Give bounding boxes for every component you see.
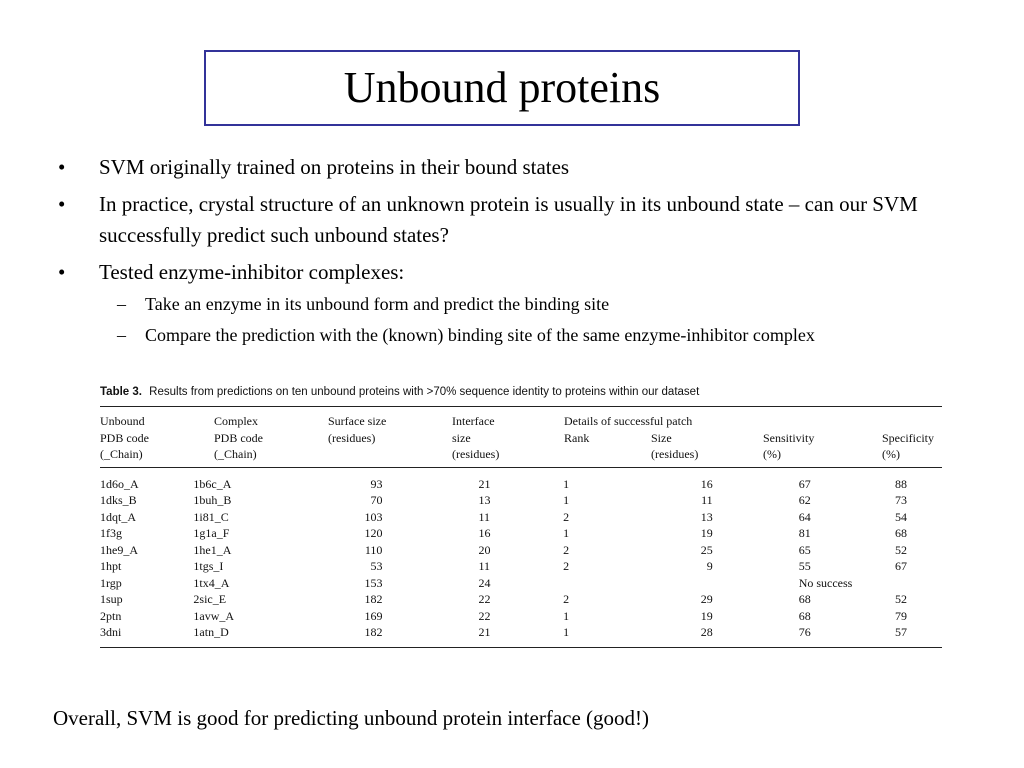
table-cell: 67	[895, 559, 908, 573]
table-header-row	[100, 413, 942, 430]
bullet-text: SVM originally trained on proteins in their bound states	[99, 155, 570, 179]
table-cell: 2	[563, 559, 570, 573]
header-cell: (_Chain)	[214, 447, 257, 461]
results-table	[100, 476, 942, 641]
table-cell: 57	[895, 625, 908, 639]
table-cell: 21	[478, 625, 491, 639]
table-cell: 11	[701, 493, 713, 507]
bullet-marker: •	[58, 260, 66, 284]
table-cell: 93	[370, 476, 383, 491]
table-cell: 25	[700, 542, 713, 557]
table-cell: 2	[563, 509, 570, 524]
table-cell: 68	[895, 526, 908, 540]
table-cell: 1	[563, 476, 570, 491]
results-table-header	[100, 413, 942, 463]
table-cell: 28	[700, 625, 713, 639]
table-cell: 182	[364, 592, 383, 606]
table-cell: 2ptn	[100, 608, 122, 623]
conclusion-text: Overall, SVM is good for predicting unbound protein interface (good!)	[53, 706, 650, 730]
header-cell: PDB code	[100, 430, 149, 445]
sub-bullet-list	[103, 290, 978, 349]
table-cell: 1	[563, 625, 570, 639]
table-cell: 2sic_E	[193, 592, 227, 606]
sub-bullet-text: Compare the prediction with the (known) binding site of the same enzyme-inhibitor complex	[145, 325, 815, 345]
table-cell	[895, 575, 942, 592]
table-cell: 19	[700, 526, 713, 540]
header-cell: (residues)	[328, 430, 376, 445]
table-cell: 1dks_B	[100, 493, 137, 507]
table-cell: 68	[798, 608, 811, 623]
title-box	[204, 50, 800, 126]
header-cell: PDB code	[214, 430, 263, 445]
table-cell: 153	[364, 575, 383, 590]
table-cell: 22	[478, 592, 491, 606]
header-cell: Rank	[564, 430, 590, 445]
table-cell: 1he9_A	[100, 542, 138, 557]
table-cell: 1hpt	[100, 559, 122, 573]
table-cell: 2	[563, 592, 570, 606]
header-cell: (_Chain)	[100, 447, 143, 461]
table-cell: 1	[563, 493, 570, 507]
table-cell: 52	[895, 542, 908, 557]
table-cell: 24	[478, 575, 491, 590]
table-cell: 1tx4_A	[193, 575, 230, 590]
table-cell: 110	[364, 542, 383, 557]
header-cell	[564, 446, 651, 463]
sub-bullet-marker: –	[117, 325, 126, 345]
table-row	[100, 492, 942, 509]
bullet-list	[58, 152, 978, 355]
table-cell: 16	[700, 476, 713, 491]
results-table-figure	[100, 386, 942, 648]
table-cell: 1sup	[100, 592, 123, 606]
table-row	[100, 624, 942, 641]
sub-bullet-marker: –	[117, 294, 126, 314]
table-cell: 52	[895, 592, 908, 606]
header-cell: Surface size	[328, 414, 387, 428]
table-cell: 19	[700, 608, 713, 623]
table-cell: 1d6o_A	[100, 476, 139, 491]
table-cell: 79	[895, 608, 908, 623]
table-cell: 182	[364, 625, 383, 639]
table-bottom-rule	[100, 647, 942, 648]
table-cell: 55	[798, 559, 811, 573]
table-cell: 1tgs_I	[193, 559, 224, 573]
table-cell: 1f3g	[100, 526, 122, 540]
table-cell: 1b6c_A	[193, 476, 232, 491]
table-cell: 1buh_B	[193, 493, 232, 507]
table-cell: 1i81_C	[193, 509, 229, 524]
bullet-item	[58, 189, 978, 251]
table-cell: 120	[364, 526, 383, 540]
table-cell: 1dqt_A	[100, 509, 136, 524]
header-cell: (%)	[882, 447, 900, 461]
table-cell: 88	[895, 476, 908, 491]
header-cell: Size	[651, 430, 672, 445]
table-cell: 54	[895, 509, 908, 524]
header-cell: (residues)	[651, 447, 699, 461]
table-cell: 64	[798, 509, 811, 524]
bullet-text: In practice, crystal structure of an unknown protein is usually in its unbound state – can our SVM successfully predict such unbound states?	[99, 192, 918, 247]
slide-title: Unbound proteins	[343, 63, 661, 112]
table-cell: 1g1a_F	[193, 526, 230, 540]
table-cell: 2	[563, 542, 570, 557]
sub-bullet-text: Take an enzyme in its unbound form and predict the binding site	[145, 294, 610, 314]
table-cell: 20	[478, 542, 491, 557]
table-cell: 53	[370, 559, 383, 573]
table-cell: 9	[706, 559, 713, 573]
header-cell: Interface	[452, 414, 495, 428]
table-cell: 1	[563, 526, 570, 540]
header-cell: (%)	[763, 447, 781, 461]
table-row	[100, 608, 942, 625]
table-row	[100, 558, 942, 575]
table-cell: 62	[798, 493, 811, 507]
table-cell: 1	[563, 608, 570, 623]
table-cell: 1atn_D	[193, 625, 229, 639]
table-cell: 1avw_A	[193, 608, 235, 623]
table-cell: 169	[364, 608, 383, 623]
table-cell: 73	[895, 493, 908, 507]
header-cell: Complex	[214, 414, 258, 428]
bullet-marker: •	[58, 155, 66, 179]
table-caption	[100, 386, 942, 406]
table-row	[100, 476, 942, 493]
bullet-text: Tested enzyme-inhibitor complexes:	[99, 260, 405, 284]
table-row	[100, 509, 942, 526]
table-caption-text: Results from predictions on ten unbound proteins with >70% sequence identity to proteins within our dataset	[149, 386, 700, 398]
table-cell: 68	[798, 592, 811, 606]
table-cell: 11	[478, 509, 490, 524]
table-label: Table 3.	[100, 386, 142, 398]
sub-bullet-item	[103, 290, 978, 318]
table-cell	[563, 575, 628, 592]
table-row	[100, 525, 942, 542]
table-cell: 29	[700, 592, 713, 606]
table-row	[100, 591, 942, 608]
header-cell	[328, 446, 452, 463]
table-cell: 103	[364, 509, 383, 524]
bullet-marker: •	[58, 192, 66, 216]
table-cell: 65	[798, 542, 811, 557]
table-cell: 13	[478, 493, 491, 507]
header-cell: Details of successful patch	[564, 414, 693, 428]
header-cell: size	[452, 430, 471, 445]
table-header-row	[100, 430, 942, 447]
header-cell: Specificity	[882, 430, 934, 445]
table-row	[100, 575, 942, 592]
table-cell: No success	[798, 575, 853, 590]
table-cell: 22	[478, 608, 491, 623]
table-cell: 70	[370, 493, 383, 507]
table-cell: 76	[798, 625, 811, 639]
table-cell: 21	[478, 476, 491, 491]
table-header-row	[100, 446, 942, 463]
bullet-item	[58, 257, 978, 349]
table-cell: 13	[700, 509, 713, 524]
table-row	[100, 542, 942, 559]
table-cell: 11	[478, 559, 490, 573]
table-cell: 67	[798, 476, 811, 491]
table-cell: 1rgp	[100, 575, 122, 590]
header-cell: Sensitivity	[763, 430, 815, 445]
table-cell: 1he1_A	[193, 542, 232, 557]
table-cell: 16	[478, 526, 491, 540]
sub-bullet-item	[103, 321, 978, 349]
bullet-item	[58, 152, 978, 183]
header-cell: Unbound	[100, 414, 145, 428]
header-cell: (residues)	[452, 447, 500, 461]
table-cell: 3dni	[100, 625, 122, 639]
table-cell: 81	[798, 526, 811, 540]
table-cell	[628, 575, 799, 592]
